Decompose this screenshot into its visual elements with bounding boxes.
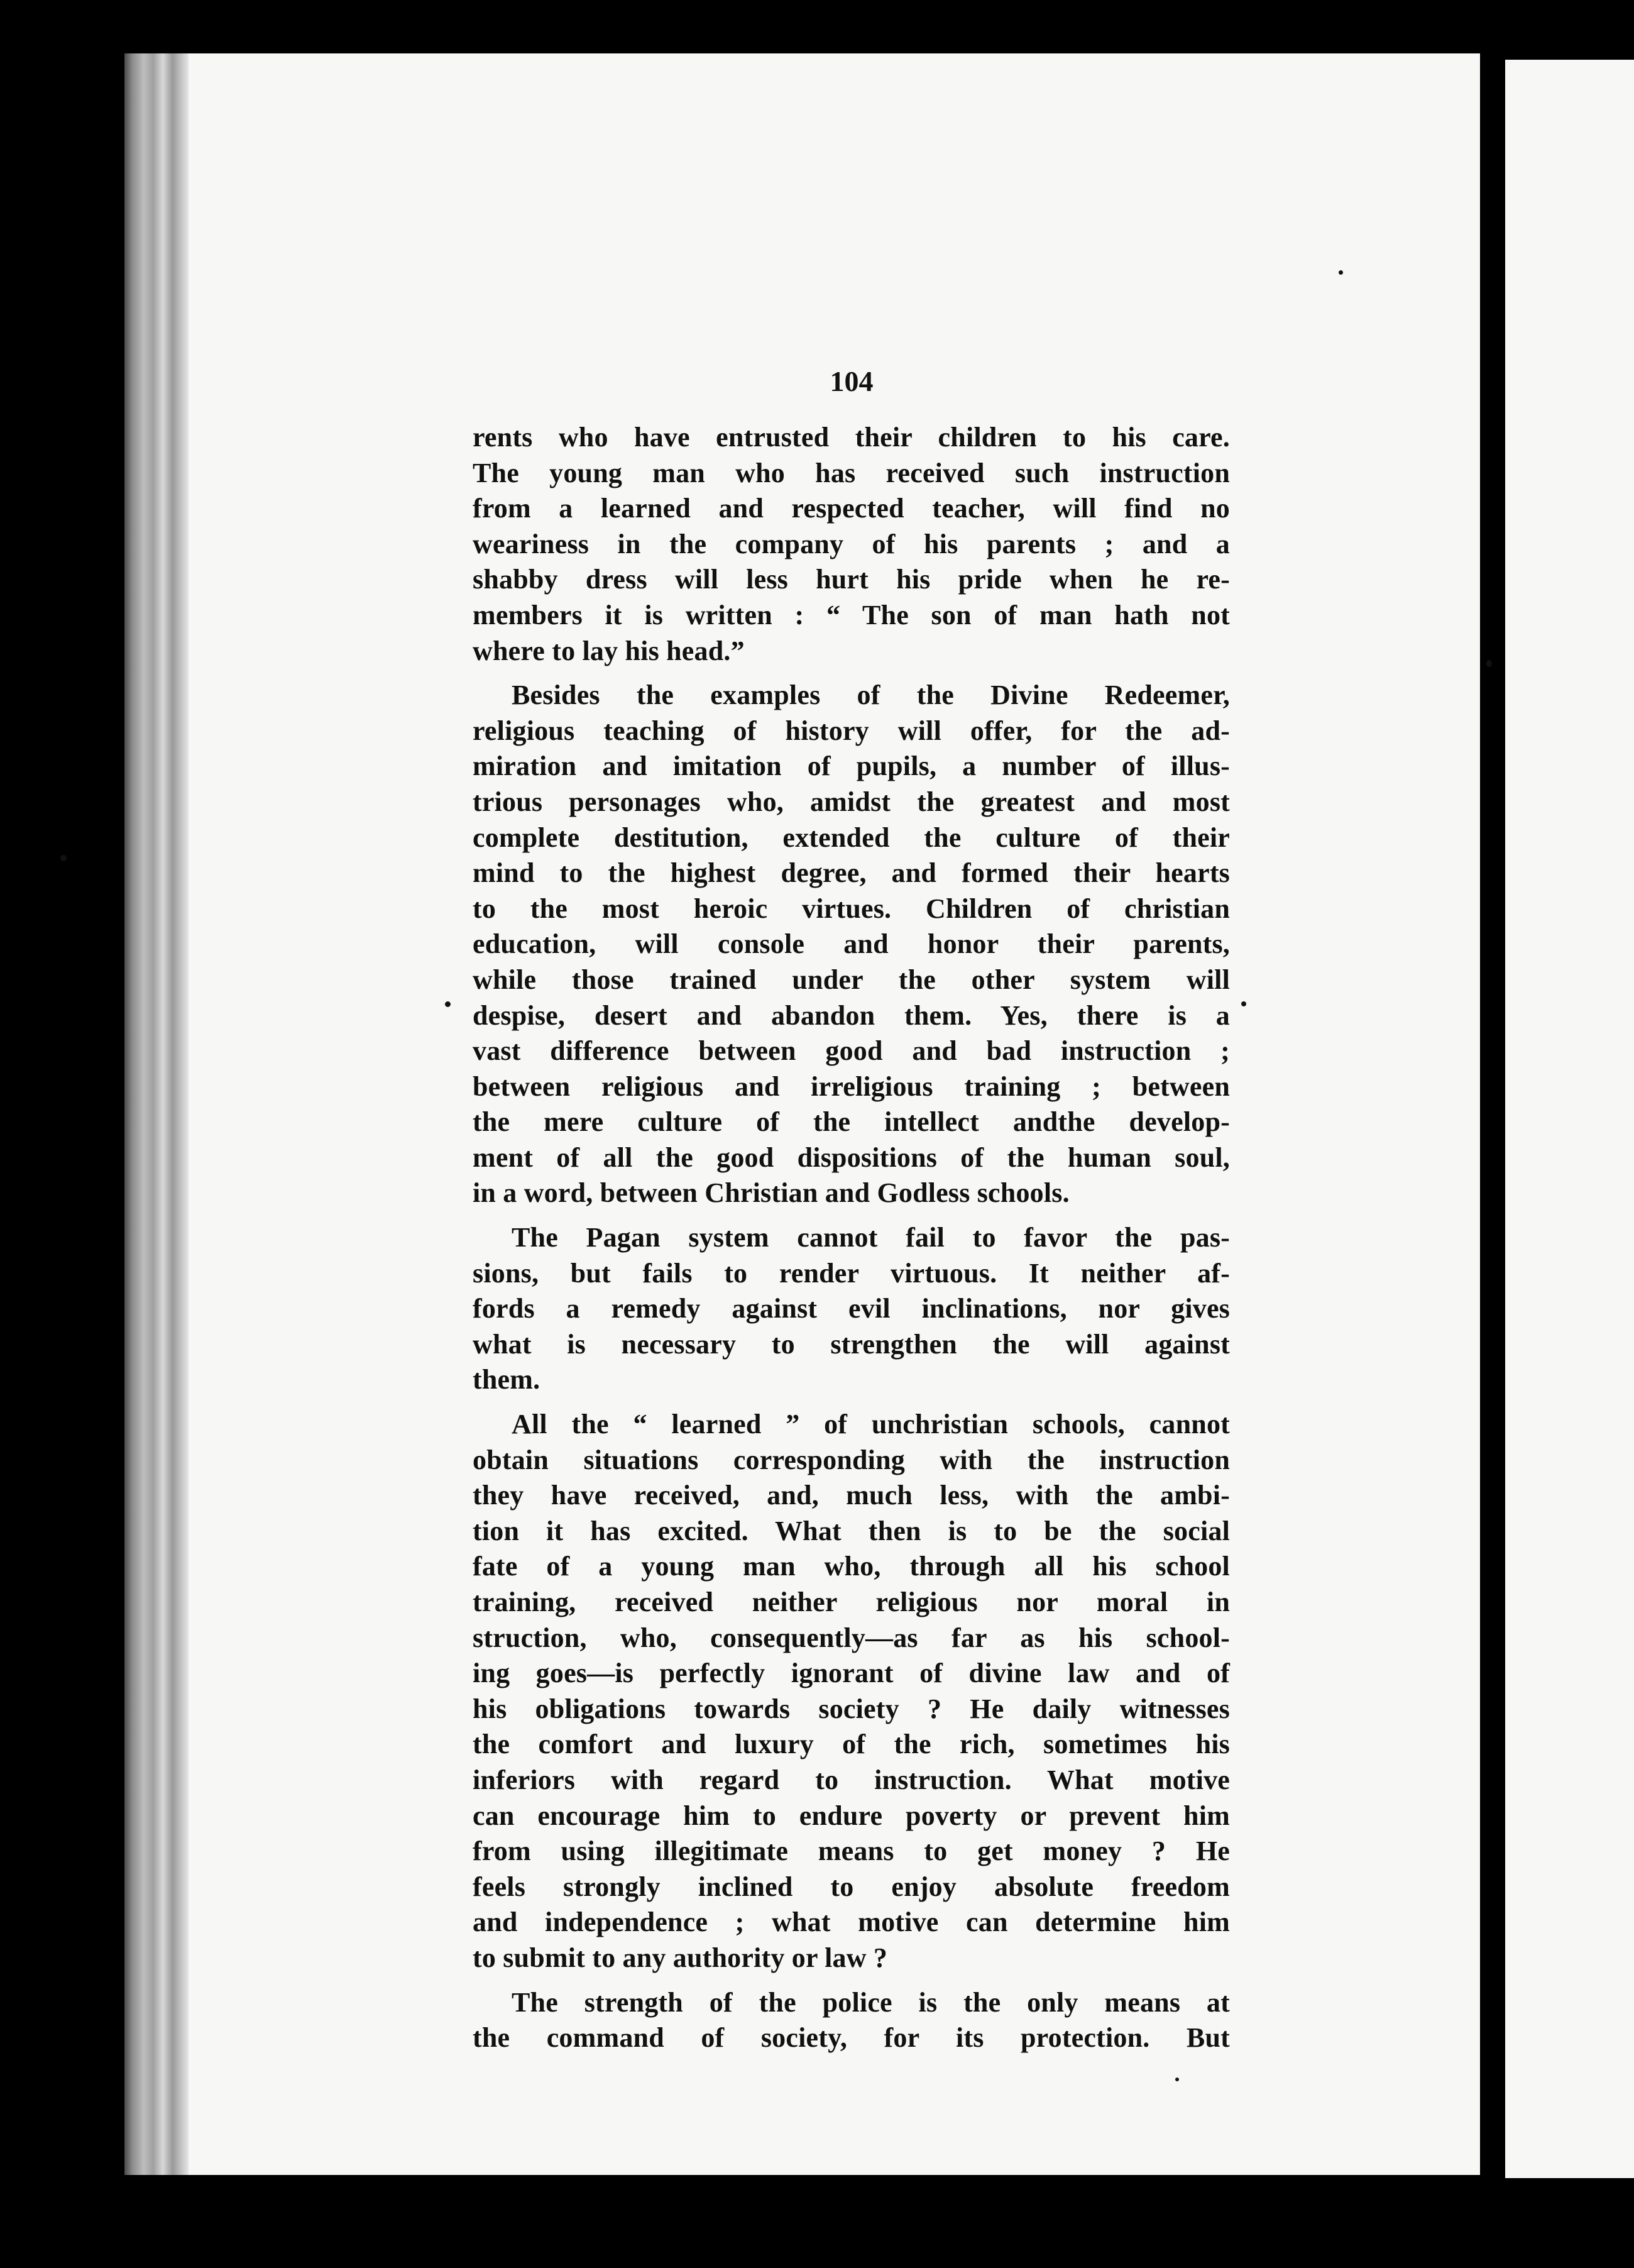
text-line: to the most heroic virtues. Children of christian bbox=[473, 893, 1230, 924]
text-line: to submit to any authority or law ? bbox=[473, 1942, 888, 1973]
paragraph bbox=[473, 1407, 1230, 1976]
text-line: members it is written : “ The son of man hath not bbox=[473, 599, 1230, 630]
text-line: and independence ; what motive can determine him bbox=[473, 1907, 1230, 1938]
text-line: despise, desert and abandon them. Yes, there is a bbox=[473, 999, 1230, 1031]
text-line: training, received neither religious nor moral in bbox=[473, 1587, 1230, 1617]
text-line: them. bbox=[473, 1364, 540, 1395]
page-number: 104 bbox=[830, 365, 874, 397]
text-line: trious personages who, amidst the greatest and most bbox=[473, 786, 1230, 817]
text-line: fate of a young man who, through all his school bbox=[473, 1551, 1230, 1582]
text-line: tion it has excited. What then is to be the social bbox=[473, 1515, 1230, 1546]
text-line: feels strongly inclined to enjoy absolute freedom bbox=[473, 1871, 1230, 1902]
text-line: ing goes—is perfectly ignorant of divine law and of bbox=[473, 1658, 1230, 1689]
text-line: ment of all the good dispositions of the human soul, bbox=[473, 1142, 1230, 1173]
text-line: shabby dress will less hurt his pride when he re- bbox=[473, 564, 1230, 595]
text-line: struction, who, consequently—as far as his school- bbox=[473, 1622, 1230, 1653]
text-line: fords a remedy against evil inclinations, nor gives bbox=[473, 1293, 1230, 1324]
book-page-edge bbox=[124, 53, 189, 2175]
text-line: what is necessary to strengthen the will against bbox=[473, 1328, 1230, 1360]
text-line: vast difference between good and bad instruction ; bbox=[473, 1035, 1230, 1067]
text-line: mind to the highest degree, and formed their hearts bbox=[473, 857, 1230, 889]
text-line: Besides the examples of the Divine Redeemer, bbox=[512, 680, 1230, 711]
paragraph bbox=[473, 420, 1230, 669]
text-line: from a learned and respected teacher, will find no bbox=[473, 493, 1230, 524]
text-line: rents who have entrusted their children to his care. bbox=[473, 422, 1230, 453]
paragraph bbox=[473, 678, 1230, 1211]
text-line: miration and imitation of pupils, a number of illus- bbox=[473, 751, 1230, 782]
text-line: religious teaching of history will offer, for the ad- bbox=[473, 715, 1230, 746]
text-line: inferiors with regard to instruction. What motive bbox=[473, 1764, 1230, 1795]
next-page-edge bbox=[1505, 60, 1634, 2178]
text-line: the comfort and luxury of the rich, sometimes his bbox=[473, 1729, 1230, 1760]
text-line: The strength of the police is the only means at bbox=[512, 1986, 1230, 2018]
text-line: the mere culture of the intellect andthe develop- bbox=[473, 1106, 1230, 1138]
text-line: while those trained under the other system will bbox=[473, 964, 1230, 995]
text-line: The young man who has received such instruction bbox=[473, 457, 1230, 488]
text-line: complete destitution, extended the culture of their bbox=[473, 822, 1230, 853]
text-line: they have received, and, much less, with the ambi- bbox=[473, 1480, 1230, 1511]
text-line: obtain situations corresponding with the instruction bbox=[473, 1444, 1230, 1475]
text-line: weariness in the company of his parents ; and a bbox=[473, 528, 1230, 559]
text-line: from using illegitimate means to get money ? He bbox=[473, 1836, 1230, 1867]
text-line: education, will console and honor their parents, bbox=[473, 928, 1230, 960]
text-line: The Pagan system cannot fail to favor the pas- bbox=[512, 1222, 1230, 1253]
text-line: where to lay his head.” bbox=[473, 635, 745, 666]
paragraph bbox=[473, 1985, 1230, 2056]
text-line: in a word, between Christian and Godless schools. bbox=[473, 1177, 1070, 1209]
text-line: All the “ learned ” of unchristian schools, cannot bbox=[512, 1409, 1230, 1440]
paragraph bbox=[473, 1220, 1230, 1398]
text-line: his obligations towards society ? He daily witnesses bbox=[473, 1693, 1230, 1724]
page-body-text bbox=[473, 420, 1230, 2065]
text-line: sions, but fails to render virtuous. It neither af- bbox=[473, 1257, 1230, 1289]
text-line: between religious and irreligious training ; between bbox=[473, 1071, 1230, 1102]
text-line: can encourage him to endure poverty or prevent him bbox=[473, 1800, 1230, 1831]
text-line: the command of society, for its protection. But bbox=[473, 2022, 1230, 2054]
